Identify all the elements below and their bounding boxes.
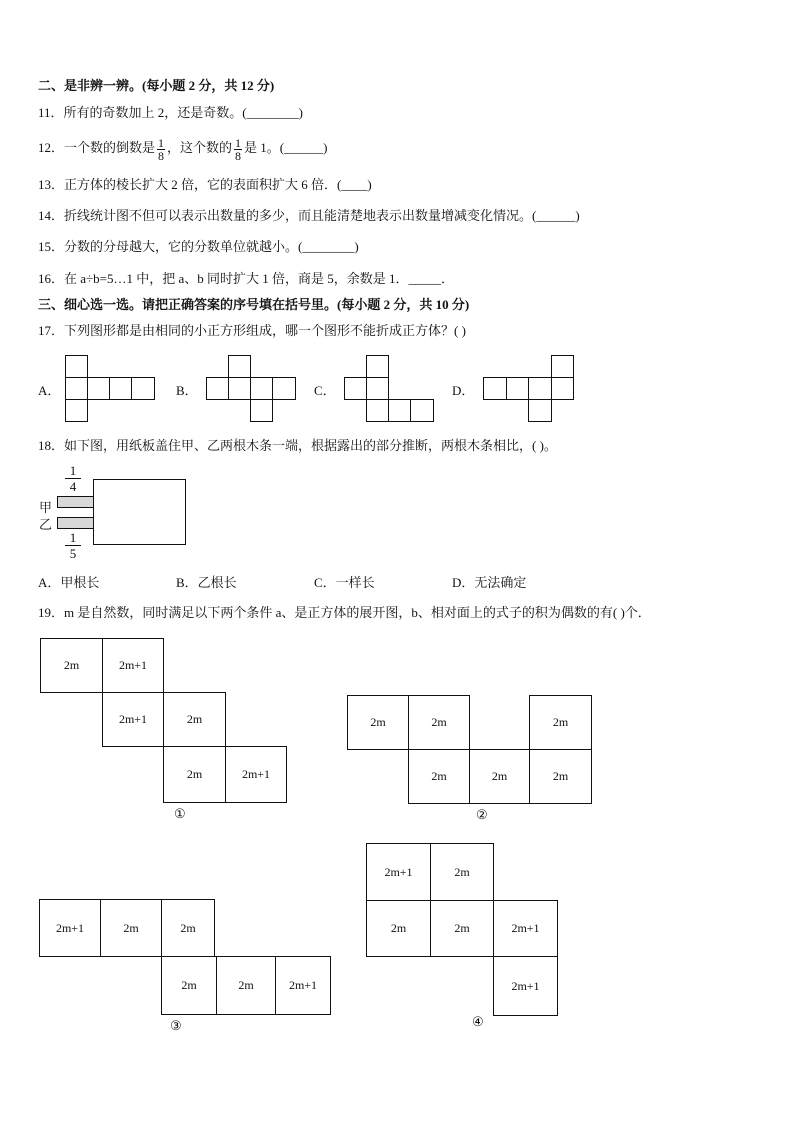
question-11: 11．所有的奇数加上 2，还是奇数。(________) xyxy=(38,105,303,120)
net2-cell: 2m xyxy=(408,749,470,804)
q18-frac-bottom-num: 1 xyxy=(65,530,81,546)
net-square xyxy=(388,399,411,422)
net-square xyxy=(131,377,155,400)
question-16: 16．在 a÷b=5…1 中，把 a、b 同时扩大 1 倍，商是 5，余数是 1．_____． xyxy=(38,271,455,286)
net3-caption: ③ xyxy=(170,1018,182,1033)
net-square xyxy=(528,377,552,400)
net-square xyxy=(250,377,273,400)
net-square xyxy=(65,399,88,422)
net3-cell: 2m+1 xyxy=(275,956,331,1015)
label-yi: 乙 xyxy=(39,517,53,532)
net-square xyxy=(228,377,251,400)
label-jia: 甲 xyxy=(39,500,53,515)
q12-frac1-den: 8 xyxy=(158,148,165,163)
q12-frac2-num: 1 xyxy=(235,135,242,150)
net-square xyxy=(65,377,88,400)
q12-post: 是 1。(______) xyxy=(244,140,328,155)
net-square xyxy=(87,377,110,400)
net-square xyxy=(366,399,389,422)
net-square xyxy=(206,377,229,400)
net2-caption: ② xyxy=(476,807,488,822)
net3-cell: 2m xyxy=(100,899,162,957)
net1-cell: 2m+1 xyxy=(102,692,164,747)
net4-cell: 2m+1 xyxy=(493,900,558,957)
net-square xyxy=(65,355,88,378)
net1-cell: 2m xyxy=(163,746,226,803)
net-square xyxy=(250,399,273,422)
net1-cell: 2m xyxy=(163,692,226,747)
q18-frac-top-den: 4 xyxy=(69,479,77,494)
q18-frac-bottom-den: 5 xyxy=(69,546,77,561)
question-17: 17．下列图形都是由相同的小正方形组成，哪一个图形不能折成正方体？( ) xyxy=(38,323,466,338)
q18-option-d: D．无法确定 xyxy=(452,575,527,590)
stick-jia xyxy=(57,496,97,508)
q18-option-c: C．一样长 xyxy=(314,575,375,590)
question-12 xyxy=(38,133,327,163)
q12-mid: ，这个数的 xyxy=(167,140,233,155)
net1-caption: ① xyxy=(174,806,186,821)
net-square xyxy=(528,399,552,422)
net4-cell: 2m+1 xyxy=(366,843,431,901)
question-18: 18．如下图，用纸板盖住甲、乙两根木条一端，根据露出的部分推断，两根木条相比，( )。 xyxy=(38,438,557,453)
net-square xyxy=(506,377,529,400)
q17-option-c: C． xyxy=(314,383,336,398)
section-3-title: 三、细心选一选。请把正确答案的序号填在括号里。(每小题 2 分，共 10 分) xyxy=(38,297,470,312)
net1-cell: 2m xyxy=(40,638,103,693)
q18-fraction-top xyxy=(65,463,81,494)
net-square xyxy=(483,377,507,400)
net4-cell: 2m xyxy=(430,900,494,957)
q17-option-a: A． xyxy=(38,383,61,398)
net3-cell: 2m+1 xyxy=(39,899,101,957)
net2-cell: 2m xyxy=(529,695,592,750)
section-2-title: 二、是非辨一辨。(每小题 2 分，共 12 分) xyxy=(38,78,275,93)
net1-cell: 2m+1 xyxy=(102,638,164,693)
net3-cell: 2m xyxy=(161,956,217,1015)
net2-cell: 2m xyxy=(469,749,530,804)
net-square xyxy=(410,399,434,422)
stick-yi xyxy=(57,517,97,529)
q17-option-d: D． xyxy=(452,383,475,398)
q18-option-b: B．乙根长 xyxy=(176,575,237,590)
q17-option-b: B． xyxy=(176,383,198,398)
net1-cell: 2m+1 xyxy=(225,746,287,803)
net4-caption: ④ xyxy=(472,1014,484,1029)
net3-cell: 2m xyxy=(161,899,215,957)
cardboard xyxy=(93,479,186,545)
net-square xyxy=(228,355,251,378)
question-15: 15．分数的分母越大，它的分数单位就越小。(________) xyxy=(38,239,359,254)
net-square xyxy=(366,355,389,378)
net-square xyxy=(272,377,296,400)
net2-cell: 2m xyxy=(529,749,592,804)
q12-frac1-num: 1 xyxy=(158,135,165,150)
net-square xyxy=(344,377,367,400)
net-square xyxy=(109,377,132,400)
net-square xyxy=(551,355,574,378)
question-19: 19．m 是自然数，同时满足以下两个条件 a、是正方体的展开图，b、相对面上的式子的积为偶数的有( )个． xyxy=(38,605,651,620)
net4-cell: 2m xyxy=(430,843,494,901)
net-square xyxy=(551,377,574,400)
q18-fraction-bottom xyxy=(65,530,81,561)
net3-cell: 2m xyxy=(216,956,276,1015)
q12-fraction-1 xyxy=(157,137,165,162)
net2-cell: 2m xyxy=(408,695,470,750)
question-14: 14．折线统计图不但可以表示出数量的多少，而且能清楚地表示出数量增减变化情况。(______) xyxy=(38,208,580,223)
net4-cell: 2m+1 xyxy=(493,956,558,1016)
q12-pre: 12．一个数的倒数是 xyxy=(38,140,156,155)
net2-cell: 2m xyxy=(347,695,409,750)
q12-fraction-2 xyxy=(234,137,242,162)
question-13: 13．正方体的棱长扩大 2 倍，它的表面积扩大 6 倍．(____) xyxy=(38,177,372,192)
q12-frac2-den: 8 xyxy=(235,148,242,163)
net4-cell: 2m xyxy=(366,900,431,957)
q18-option-a: A．甲根长 xyxy=(38,575,100,590)
net-square xyxy=(366,377,389,400)
q18-frac-top-num: 1 xyxy=(65,463,81,479)
